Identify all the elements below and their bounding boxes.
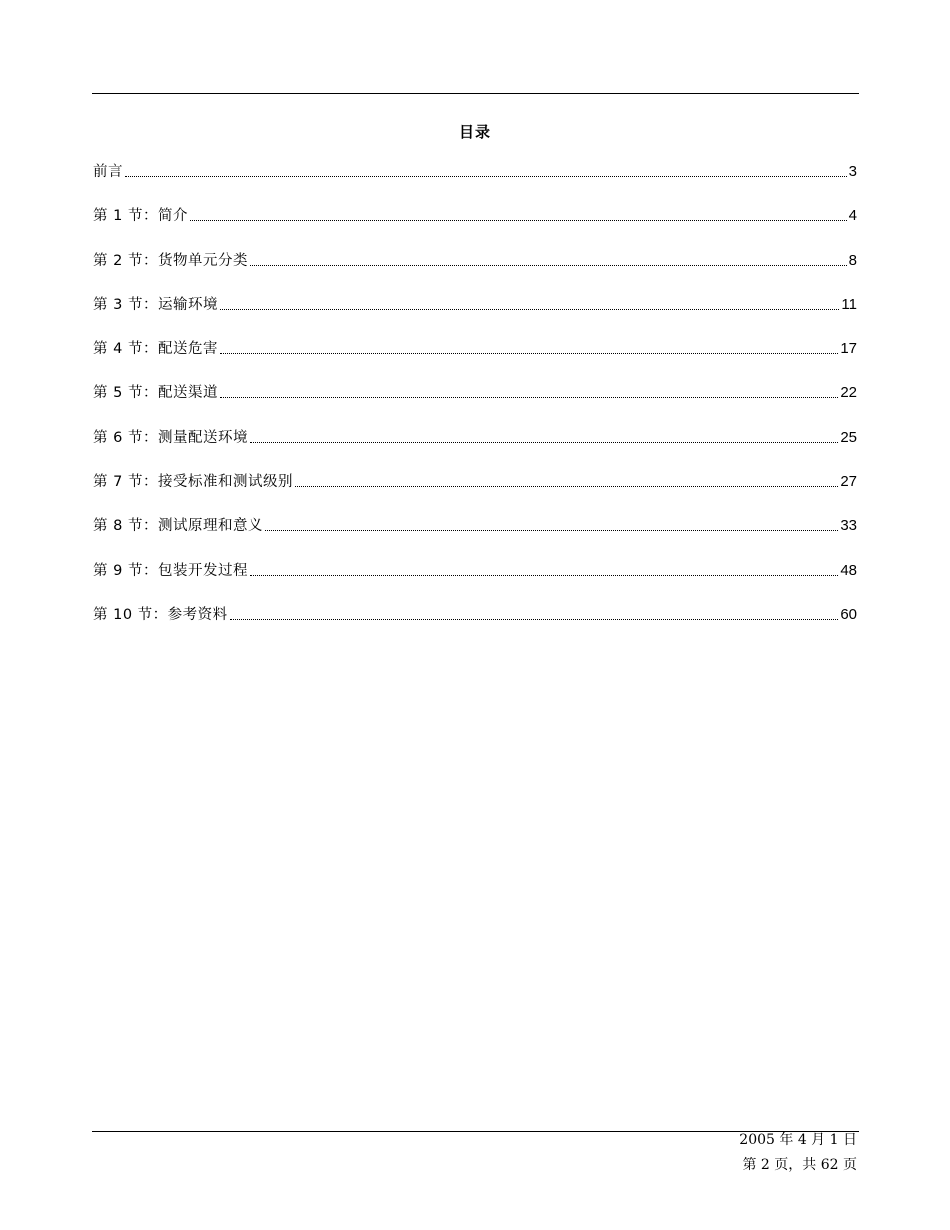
toc-dot-leader — [220, 397, 838, 398]
toc-entry-page: 33 — [840, 517, 857, 535]
toc-entry-label: 前言 — [93, 164, 123, 180]
toc-entry-section-1[interactable] — [93, 183, 857, 227]
toc-dot-leader — [125, 176, 847, 177]
toc-dot-leader — [190, 220, 847, 221]
toc-entry-section-5[interactable] — [93, 360, 857, 404]
toc-entry-section-9[interactable] — [93, 537, 857, 581]
toc-dot-leader — [230, 619, 839, 620]
toc-entry-page: 17 — [840, 340, 857, 358]
toc-entry-section-8[interactable] — [93, 493, 857, 537]
toc-entry-section-6[interactable] — [93, 404, 857, 448]
toc-entry-page: 8 — [848, 251, 857, 269]
toc-entry-label: 第 4 节：配送危害 — [93, 341, 218, 358]
toc-entry-preface[interactable] — [93, 161, 857, 183]
toc-dot-leader — [250, 265, 847, 266]
toc-entry-section-2[interactable] — [93, 227, 857, 271]
toc-dot-leader — [250, 575, 838, 576]
table-of-contents — [93, 161, 857, 626]
toc-entry-page: 60 — [840, 605, 857, 623]
toc-entry-label: 第 6 节：测量配送环境 — [93, 429, 248, 446]
toc-entry-page: 27 — [840, 473, 857, 491]
toc-entry-label: 第 2 节：货物单元分类 — [93, 252, 248, 269]
toc-entry-section-7[interactable] — [93, 449, 857, 493]
toc-entry-label: 第 9 节：包装开发过程 — [93, 562, 248, 579]
toc-entry-section-3[interactable] — [93, 272, 857, 316]
toc-entry-label: 第 7 节：接受标准和测试级别 — [93, 474, 293, 491]
toc-entry-page: 22 — [840, 384, 857, 402]
toc-entry-section-10[interactable] — [93, 582, 857, 626]
toc-entry-page: 25 — [840, 428, 857, 446]
toc-entry-page: 3 — [848, 163, 857, 180]
toc-entry-label: 第 3 节：运输环境 — [93, 296, 218, 313]
toc-dot-leader — [265, 530, 838, 531]
toc-entry-section-4[interactable] — [93, 316, 857, 360]
toc-entry-label: 第 5 节：配送渠道 — [93, 385, 218, 402]
toc-entry-page: 4 — [848, 207, 857, 225]
toc-dot-leader — [295, 486, 838, 487]
toc-entry-label: 第 8 节：测试原理和意义 — [93, 518, 263, 535]
footer-date: 2005 年 4 月 1 日 — [739, 1132, 857, 1148]
toc-dot-leader — [250, 442, 838, 443]
footer-page-number: 第 2 页，共 62 页 — [742, 1157, 857, 1173]
header-rule — [92, 93, 859, 94]
toc-entry-page: 48 — [840, 561, 857, 579]
toc-dot-leader — [220, 353, 838, 354]
toc-entry-page: 11 — [841, 295, 857, 313]
toc-entry-label: 第 1 节：简介 — [93, 208, 188, 225]
toc-title: 目录 — [458, 123, 491, 141]
toc-dot-leader — [220, 309, 839, 310]
toc-entry-label: 第 10 节：参考资料 — [93, 606, 228, 623]
